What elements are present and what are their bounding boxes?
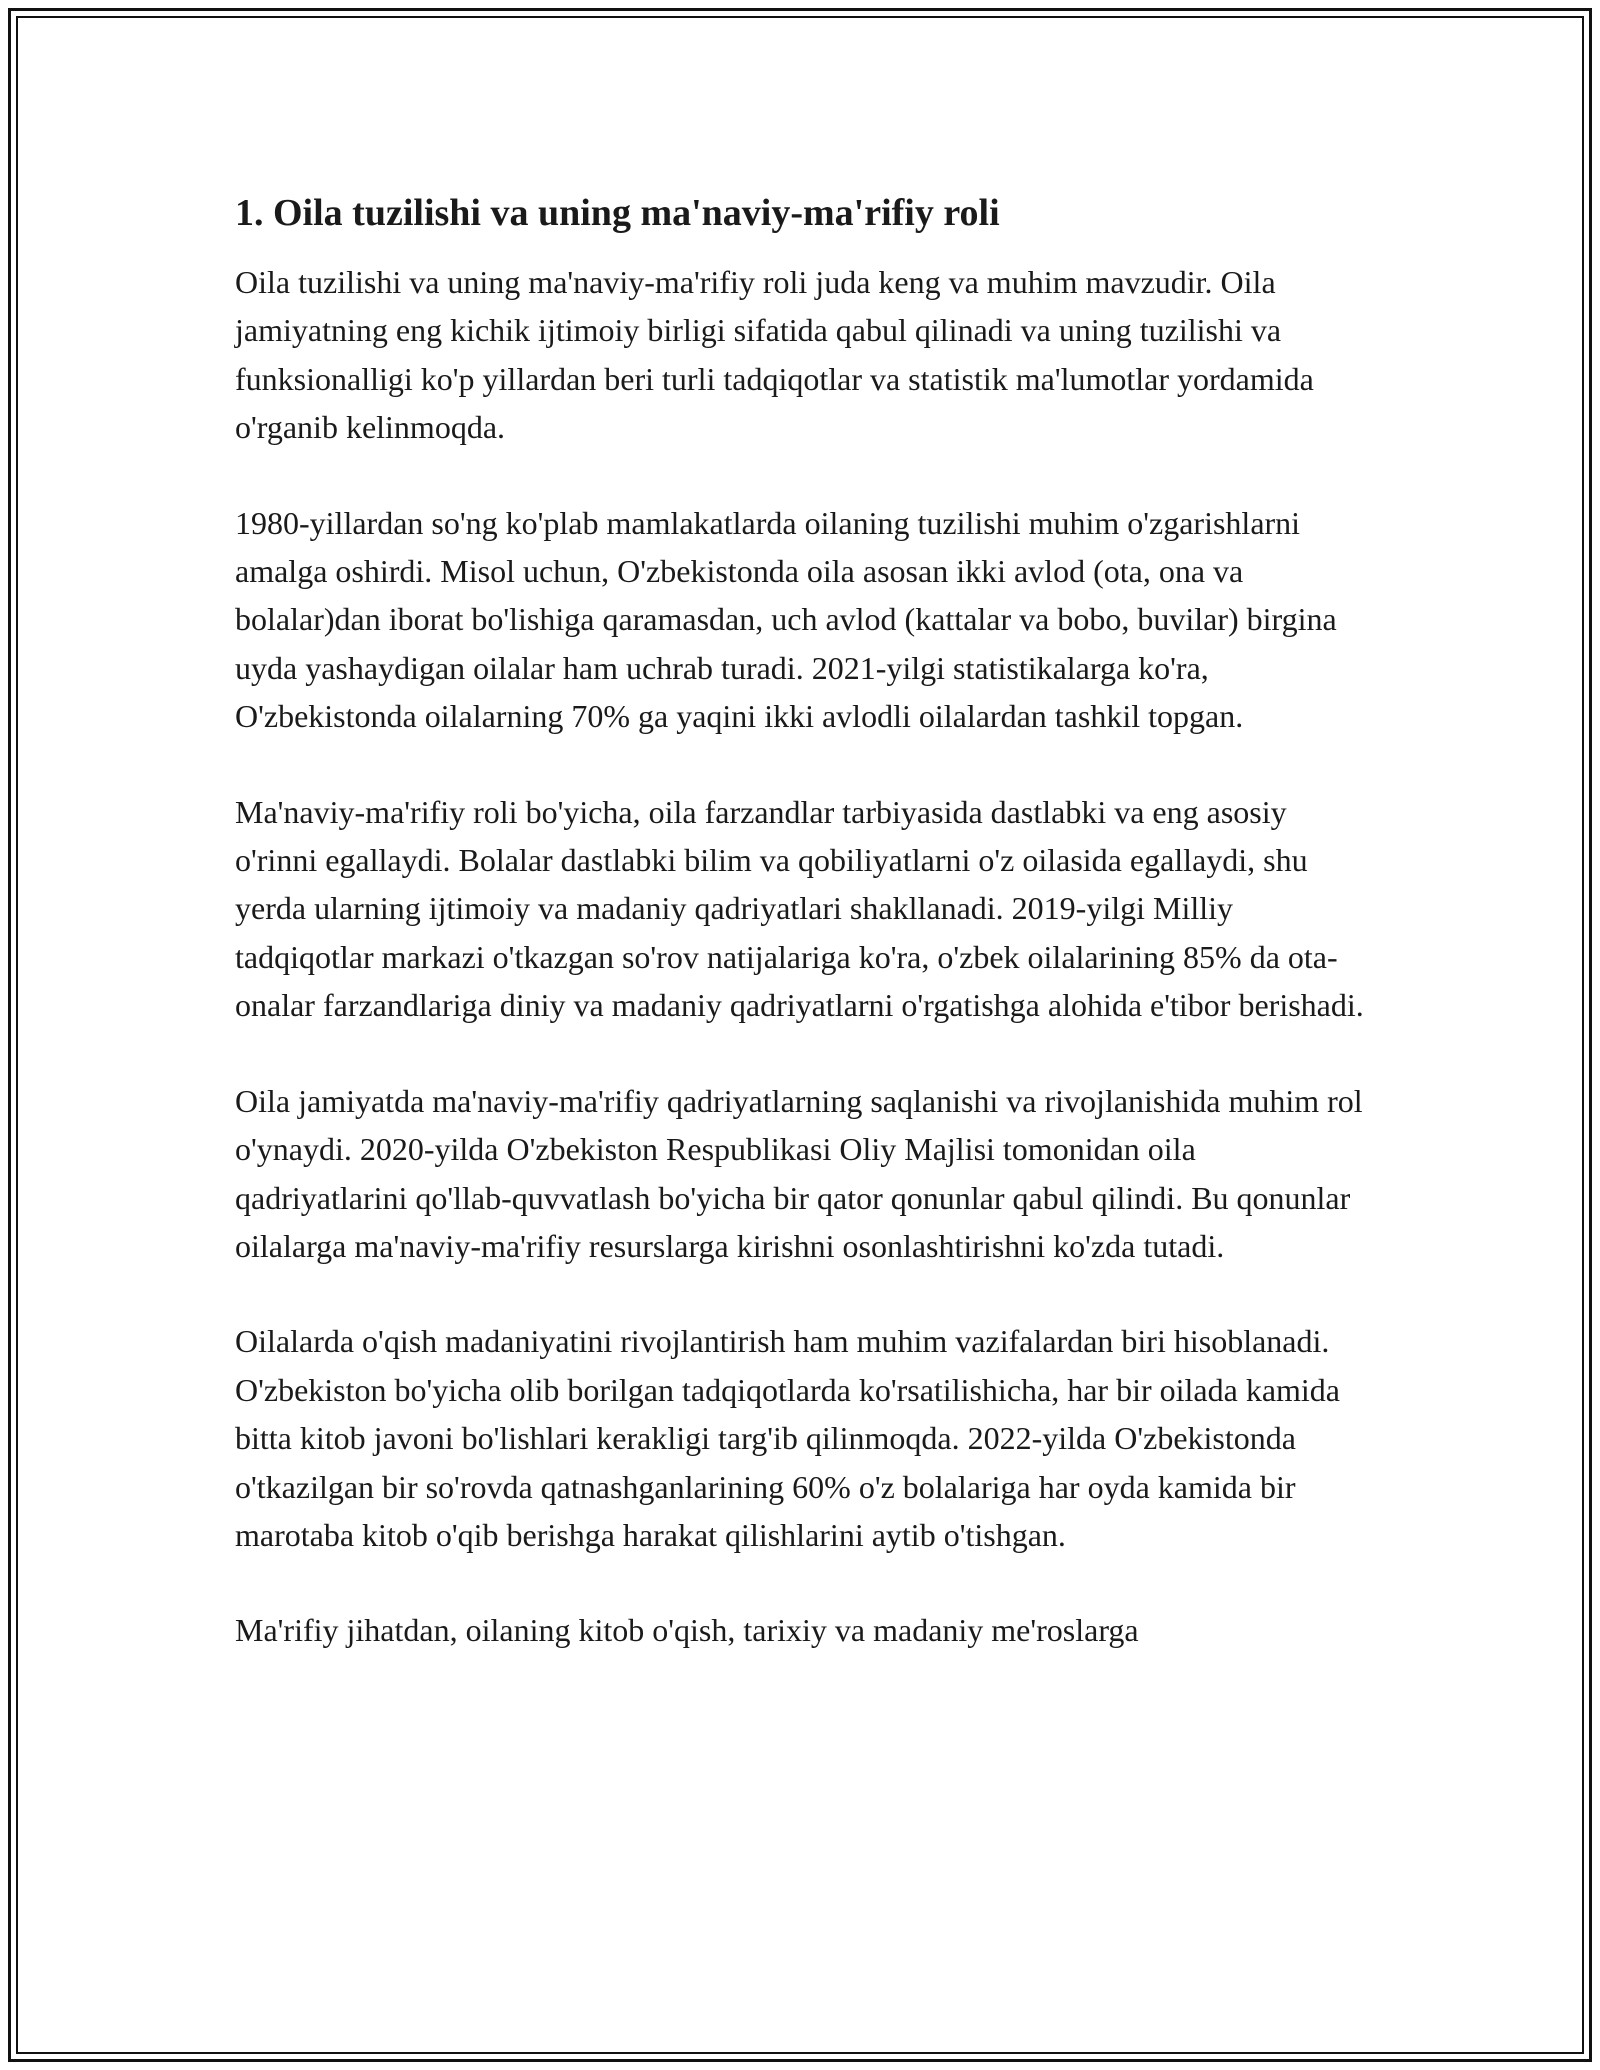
paragraph-1: Oila tuzilishi va uning ma'naviy-ma'rifiy roli juda keng va muhim mavzudir. Oila jamiyatning eng kichik ijtimoiy birligi sifatida qabul qilinadi va uning tuzilishi va funksionalligi ko'p yillardan beri turli tadqiqotlar va statistik ma'lumotlar yordamida o'rganib kelinmoqda.	[235, 264, 1314, 446]
document-body	[235, 188, 1375, 1702]
paragraph-4: Oila jamiyatda ma'naviy-ma'rifiy qadriyatlarning saqlanishi va rivojlanishida muhim rol o'ynaydi. 2020-yilda O'zbekiston Respublikasi Oliy Majlisi tomonidan oila qadriyatlarini qo'llab-quvvatlash bo'yicha bir qator qonunlar qabul qilindi. Bu qonunlar oilalarga ma'naviy-ma'rifiy resurslarga kirishni osonlashtirishni ko'zda tutadi.	[235, 1082, 1363, 1264]
paragraph-2: 1980-yillardan so'ng ko'plab mamlakatlarda oilaning tuzilishi muhim o'zgarishlarni amalga oshirdi. Misol uchun, O'zbekistonda oila asosan ikki avlod (ota, ona va bolalar)dan iborat bo'lishiga qaramasdan, uch avlod (kattalar va bobo, buvilar) birgina uyda yashaydigan oilalar ham uchrab turadi. 2021-yilgi statistikalarga ko'ra, O'zbekistonda oilalarning 70% ga yaqini ikki avlodli oilalardan tashkil topgan.	[235, 504, 1337, 735]
paragraph-5: Oilalarda o'qish madaniyatini rivojlantirish ham muhim vazifalardan biri hisoblanadi. O'zbekiston bo'yicha olib borilgan tadqiqotlarda ko'rsatilishicha, har bir oilada kamida bitta kitob javoni bo'lishlari kerakligi targ'ib qilinmoqda. 2022-yilda O'zbekistonda o'tkazilgan bir so'rovda qatnashganlarining 60% o'z bolalariga har oyda kamida bir marotaba kitob o'qib berishga harakat qilishlarini aytib o'tishgan.	[235, 1323, 1340, 1553]
paragraph-3: Ma'naviy-ma'rifiy roli bo'yicha, oila farzandlar tarbiyasida dastlabki va eng asosiy o'rinni egallaydi. Bolalar dastlabki bilim va qobiliyatlarni o'z oilasida egallaydi, shu yerda ularning ijtimoiy va madaniy qadriyatlari shakllanadi. 2019-yilgi Milliy tadqiqotlar markazi o'tkazgan so'rov natijalariga ko'ra, o'zbek oilalarining 85% da ota-onalar farzandlariga diniy va madaniy qadriyatlarni o'rgatishga alohida e'tibor berishadi.	[235, 793, 1364, 1024]
paragraph-6: Ma'rifiy jihatdan, oilaning kitob o'qish, tarixiy va madaniy me'roslarga	[235, 1612, 1139, 1649]
section-heading: 1. Oila tuzilishi va uning ma'naviy-ma'rifiy roli	[235, 192, 1000, 234]
